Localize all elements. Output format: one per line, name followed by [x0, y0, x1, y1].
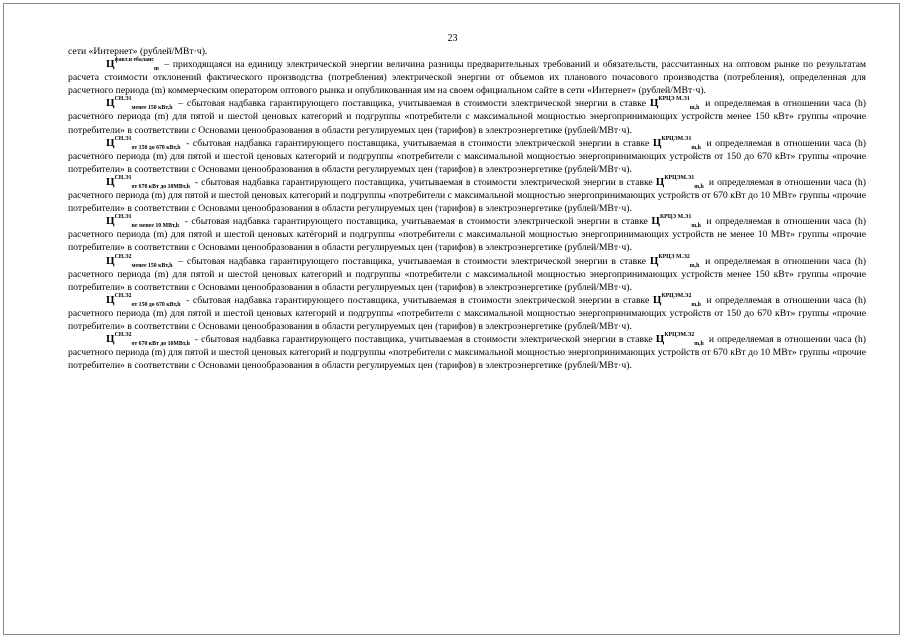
formula-symbol-rate: $Ц^{КРЦЭМ.Э1}_{m,h}$: [652, 135, 701, 151]
formula-symbol: $Ц^{СН.Э1}_{от 150 до 670 кВт,h}$: [106, 135, 181, 151]
definition-paragraph: [68, 333, 866, 372]
definition-paragraph: [68, 255, 866, 294]
formula-symbol-rate: $Ц^{КРЦЭ М.Э2}_{m,h}$: [649, 253, 700, 269]
formula-symbol: $Ц^{СН.Э2}_{от 670 кВт до 10МВт,h}$: [106, 332, 190, 348]
definition-text-continued: и определяемая в отношении часа (h) расчетного периода (m) для пятой и шестой ценовых категорий и подгруппы «потребители с максимальной мощностью энергопринимающих устройств менее 150 кВт» группы «прочие потребители» в соответствии с Основами ценообразования в области регулируемых цен (тарифов) в электроэнергетике (рублей/МВт·ч).: [68, 98, 867, 136]
formula-symbol: $Ц^{факт.н ебаланс}_m$: [106, 57, 159, 73]
formula-symbol: $Ц^{СН.Э2}_{менее 150 кВт,h}$: [106, 253, 173, 269]
formula-symbol-rate: $Ц^{КРЦЭМ.Э2}_{m,h}$: [652, 292, 701, 308]
formula-symbol: $Ц^{СН.Э1}_{не менее 10 МВт,h}$: [106, 214, 180, 230]
page-number: 23: [447, 33, 458, 44]
formula-subscript: m: [153, 66, 159, 73]
definition-paragraph: [68, 215, 866, 254]
formula-symbol: $Ц^{СН.Э1}_{менее 150 кВт,h}$: [106, 96, 173, 112]
formula-superscript: факт.н ебаланс: [114, 57, 154, 64]
definition-text-continued: и определяемая в отношении часа (h) расчетного периода (m) для пятой и шестой ценовых катёгорий и подгруппы «потребители с максимальной мощностью энергопринимающих устройств не менее 10 МВт» группы «прочие потребители» в соответствии с Основами ценообразования в области регулируемых цен (тарифов) в электроэнергетике (рублей/МВт·ч).: [68, 216, 867, 254]
definition-text: - сбытовая надбавка гарантирующего поставщика, учитываемая в стоимости электрической энергии в ставке: [186, 294, 650, 306]
definition-text: – приходящаяся на единицу электрической энергии величина разницы предварительных требований и обязательств, рассчитанных на оптовом рынке по результатам расчета стоимости отклонений фактического производства (потребления) электрической энергии от объемов их планового почасового производства (потребления), определенная для расчетного периода (m) коммерческим оператором оптового рынка и опубликованная им на своем официальном сайте в сети «Интернет» (рублей/МВт·ч).: [68, 59, 867, 97]
formula-symbol: $Ц^{СН.Э1}_{от 670 кВт до 10МВт,h}$: [106, 174, 190, 190]
definition-text-continued: и определяемая в отношении часа (h) расчетного периода (m) для пятой и шестой ценовых категорий и подгруппы «потребители с максимальной мощностью энергопринимающих устройств менее 150 кВт» группы «прочие потребители» в соответствии с Основами ценообразования в области регулируемых цен (тарифов) в электроэнергетике (рублей/МВт·ч).: [68, 255, 867, 293]
paragraph-text: сети «Интернет» (рублей/МВт·ч).: [68, 46, 208, 57]
paragraph-continuation: [68, 45, 866, 58]
definition-paragraph: [68, 97, 866, 136]
definition-text: - сбытовая надбавка гарантирующего поставщика, учитываемая в стоимости электрической энергии в ставке: [194, 334, 653, 346]
formula-symbol-rate: $Ц^{КРЦЭ М.Э1}_{m,h}$: [649, 96, 700, 112]
definition-text: - сбытовая надбавка гарантирующего поставщика, учитываемая в стоимости электрической энергии в ставке: [184, 216, 648, 228]
formula-symbol-rate: $Ц^{КРЦЭ М.Э1}_{m,h}$: [651, 214, 701, 230]
definition-paragraph: [68, 176, 866, 215]
definition-text: - сбытовая надбавка гарантирующего поставщика, учитываемая в стоимости электрической энергии в ставке: [186, 137, 650, 149]
definition-text-continued: и определяемая в отношении часа (h) расчетного периода (m) для пятой и шестой ценовых категорий и подгруппы «потребители с максимальной мощностью энергопринимающих устройств от 150 до 670 кВт» группы «прочие потребители» в соответствии с Основами ценообразования в области регулируемых цен (тарифов) в электроэнергетике (рублей/МВт·ч).: [68, 137, 867, 175]
formula-symbol: $Ц^{СН.Э2}_{от 150 до 670 кВт,h}$: [106, 292, 181, 308]
definition-text-continued: и определяемая в отношении часа (h) расчетного периода (m) для пятой и шестой ценовых категорий и подгруппы «потребители с максимальной мощностью энергопринимающих устройств от 670 кВт до 10 МВт» группы «прочие потребители» в соответствии с Основами ценообразования в области регулируемых цен (тарифов) в электроэнергетике (рублей/МВт·ч).: [68, 176, 866, 215]
definition-text: – сбытовая надбавка гарантирующего поставщика, учитываемая в стоимости электрической энергии в ставке: [178, 255, 647, 267]
definition-paragraph: [68, 137, 866, 176]
document-body: [68, 45, 866, 372]
definition-paragraph: [68, 294, 866, 333]
formula-symbol-rate: $Ц^{КРЦЭМ.Э1}_{m,h}$: [655, 174, 704, 190]
definition-text: - сбытовая надбавка гарантирующего поставщика, учитываемая в стоимости электрической энергии в ставке: [194, 176, 653, 188]
definition-paragraph: [68, 58, 866, 97]
formula-symbol-rate: $Ц^{КРЦЭМ.Э2}_{m,h}$: [655, 332, 704, 348]
definition-text-continued: и определяемая в отношении часа (h) расчетного периода (m) для пятой и шестой ценовых категорий и подгруппы «потребители с максимальной мощностью энергопринимающих устройств от 150 до 670 кВт» группы «прочие потребители» в соответствии с Основами ценообразования в области регулируемых цен (тарифов) в электроэнергетике (рублей/МВт·ч).: [68, 294, 867, 332]
definition-text-continued: и определяемая в отношении часа (h) расчетного периода (m) для пятой и шестой ценовых категорий и подгруппы «потребители с максимальной мощностью энергопринимающих устройств от 670 кВт до 10 МВт» группы «прочие потребители» в соответствии с Основами ценообразования в области регулируемых цен (тарифов) в электроэнергетике (рублей/МВт·ч).: [68, 334, 866, 372]
definition-text: – сбытовая надбавка гарантирующего поставщика, учитываемая в стоимости электрической энергии в ставке: [178, 98, 647, 110]
